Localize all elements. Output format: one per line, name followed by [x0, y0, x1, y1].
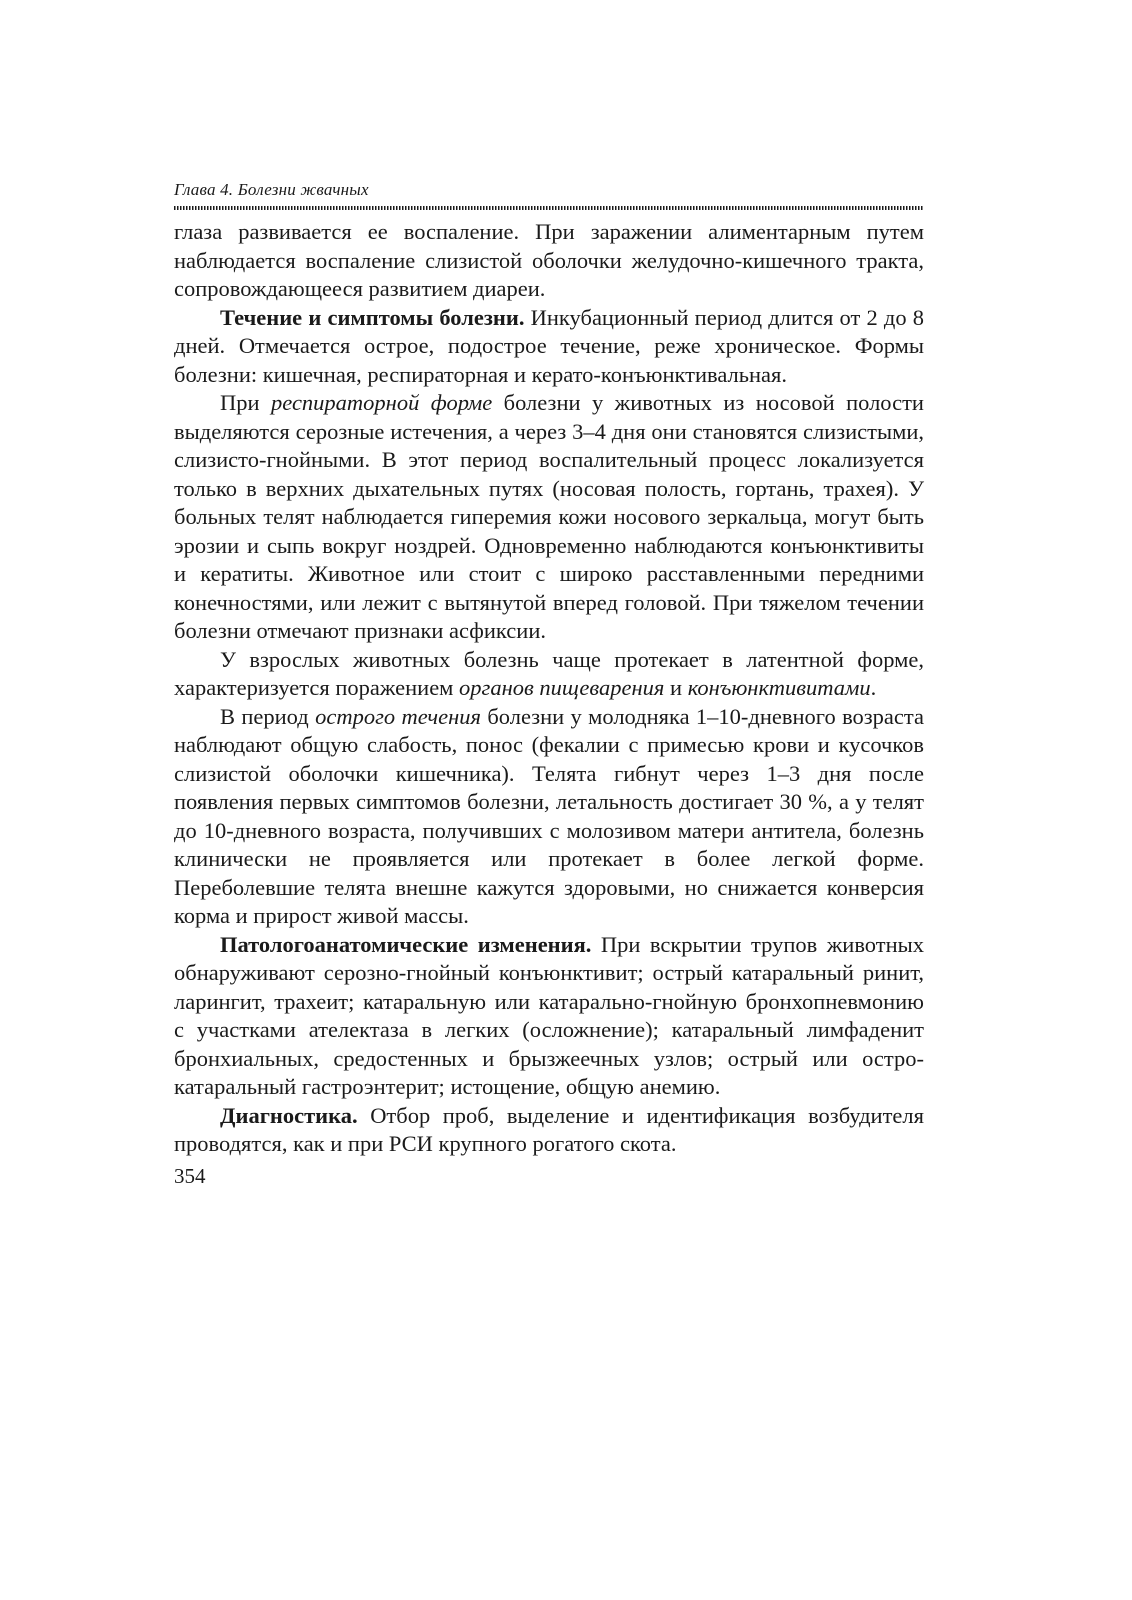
paragraph-text: При вскрытии трупов животных обнаруживают серозно-гнойный конъюнктивит; острый катаральный ринит, ларингит, трахеит; катаральную или катарально-гнойную бронхопневмонию с участками ателектаза в легких (осложнение); катаральный лимфаденит бронхиальных, средостенных и брызжеечных узлов; острый или остро-катаральный гастроэнтерит; истощение, общую анемию. [174, 931, 924, 1099]
paragraph-continuation [174, 218, 924, 304]
paragraph-lead: При [220, 390, 271, 415]
paragraph-lead: У взрослых животных болезнь чаще протекает в латентной форме, характеризуется поражением [174, 646, 924, 700]
header-rule [174, 206, 924, 210]
emphasis-term: органов пищеварения [459, 675, 665, 700]
paragraph-conjunction: и [664, 675, 688, 700]
page-number: 354 [174, 1163, 206, 1188]
paragraph-text: Отбор проб, выделение и идентификация возбудителя проводятся, как и при РСИ крупного рогатого скота. [174, 1102, 924, 1156]
section-heading-course: Течение и симптомы болезни. [220, 304, 525, 330]
running-head: Глава 4. Болезни жвачных [174, 180, 369, 199]
paragraph-text: глаза развивается ее воспаление. При заражении алиментарным путем наблюдается воспаление слизистой оболочки желудочно-кишечного тракта, сопровождающееся развитием диареи. [174, 219, 924, 301]
paragraph-text: Инкубационный период длится от 2 до 8 дней. Отмечается острое, подострое течение, реже хроническое. Формы болезни: кишечная, респираторная и керато-конъюнктивальная. [174, 304, 925, 387]
paragraph-lead: В период [220, 703, 316, 729]
paragraph-diagnostics [174, 1102, 924, 1159]
emphasis-term-2: конъюнктивитами [687, 675, 871, 700]
paragraph-text: болезни у молодняка 1–10-дневного возраста наблюдают общую слабость, понос (фекалии с примесью крови и кусочков слизистой оболочки кишечника). Телята гибнут через 1–3 дня после появления первых симптомов болезни, летальность достигает 30 %, а у телят до 10-дневного возраста, получивших с молозивом матери антитела, болезнь клинически не проявляется или протекает в более легкой форме. Переболевшие телята внешне кажутся здоровыми, но снижается конверсия корма и прирост живой массы. [174, 703, 924, 928]
paragraph-pathology [174, 931, 924, 1102]
emphasis-term: респираторной форме [271, 390, 493, 415]
paragraph-acute-course [174, 703, 924, 931]
book-page [174, 180, 924, 1189]
paragraph-text: болезни у животных из носовой полости выделяются серозные истечения, а через 3–4 дня они становятся слизистыми, слизисто-гнойными. В этот период воспалительный процесс локализуется только в верхних дыхательных путях (носовая полость, гортань, трахея). У больных телят наблюдается гиперемия кожи носового зеркальца, могут быть эрозии и сыпь вокруг ноздрей. Одновременно наблюдаются конъюнктивиты и кератиты. Животное или стоит с широко расставленными передними конечностями, или лежит с вытянутой вперед головой. При тяжелом течении болезни отмечают признаки асфиксии. [174, 390, 924, 643]
paragraph-course-symptoms [174, 304, 924, 390]
emphasis-term: острого течения [315, 703, 481, 729]
paragraph-adult-animals [174, 646, 924, 703]
section-heading-diagnostics: Диагностика. [220, 1102, 358, 1128]
section-heading-pathology: Патологоанатомические изменения. [220, 931, 592, 957]
paragraph-text: . [870, 675, 877, 700]
paragraph-respiratory-form [174, 389, 924, 646]
